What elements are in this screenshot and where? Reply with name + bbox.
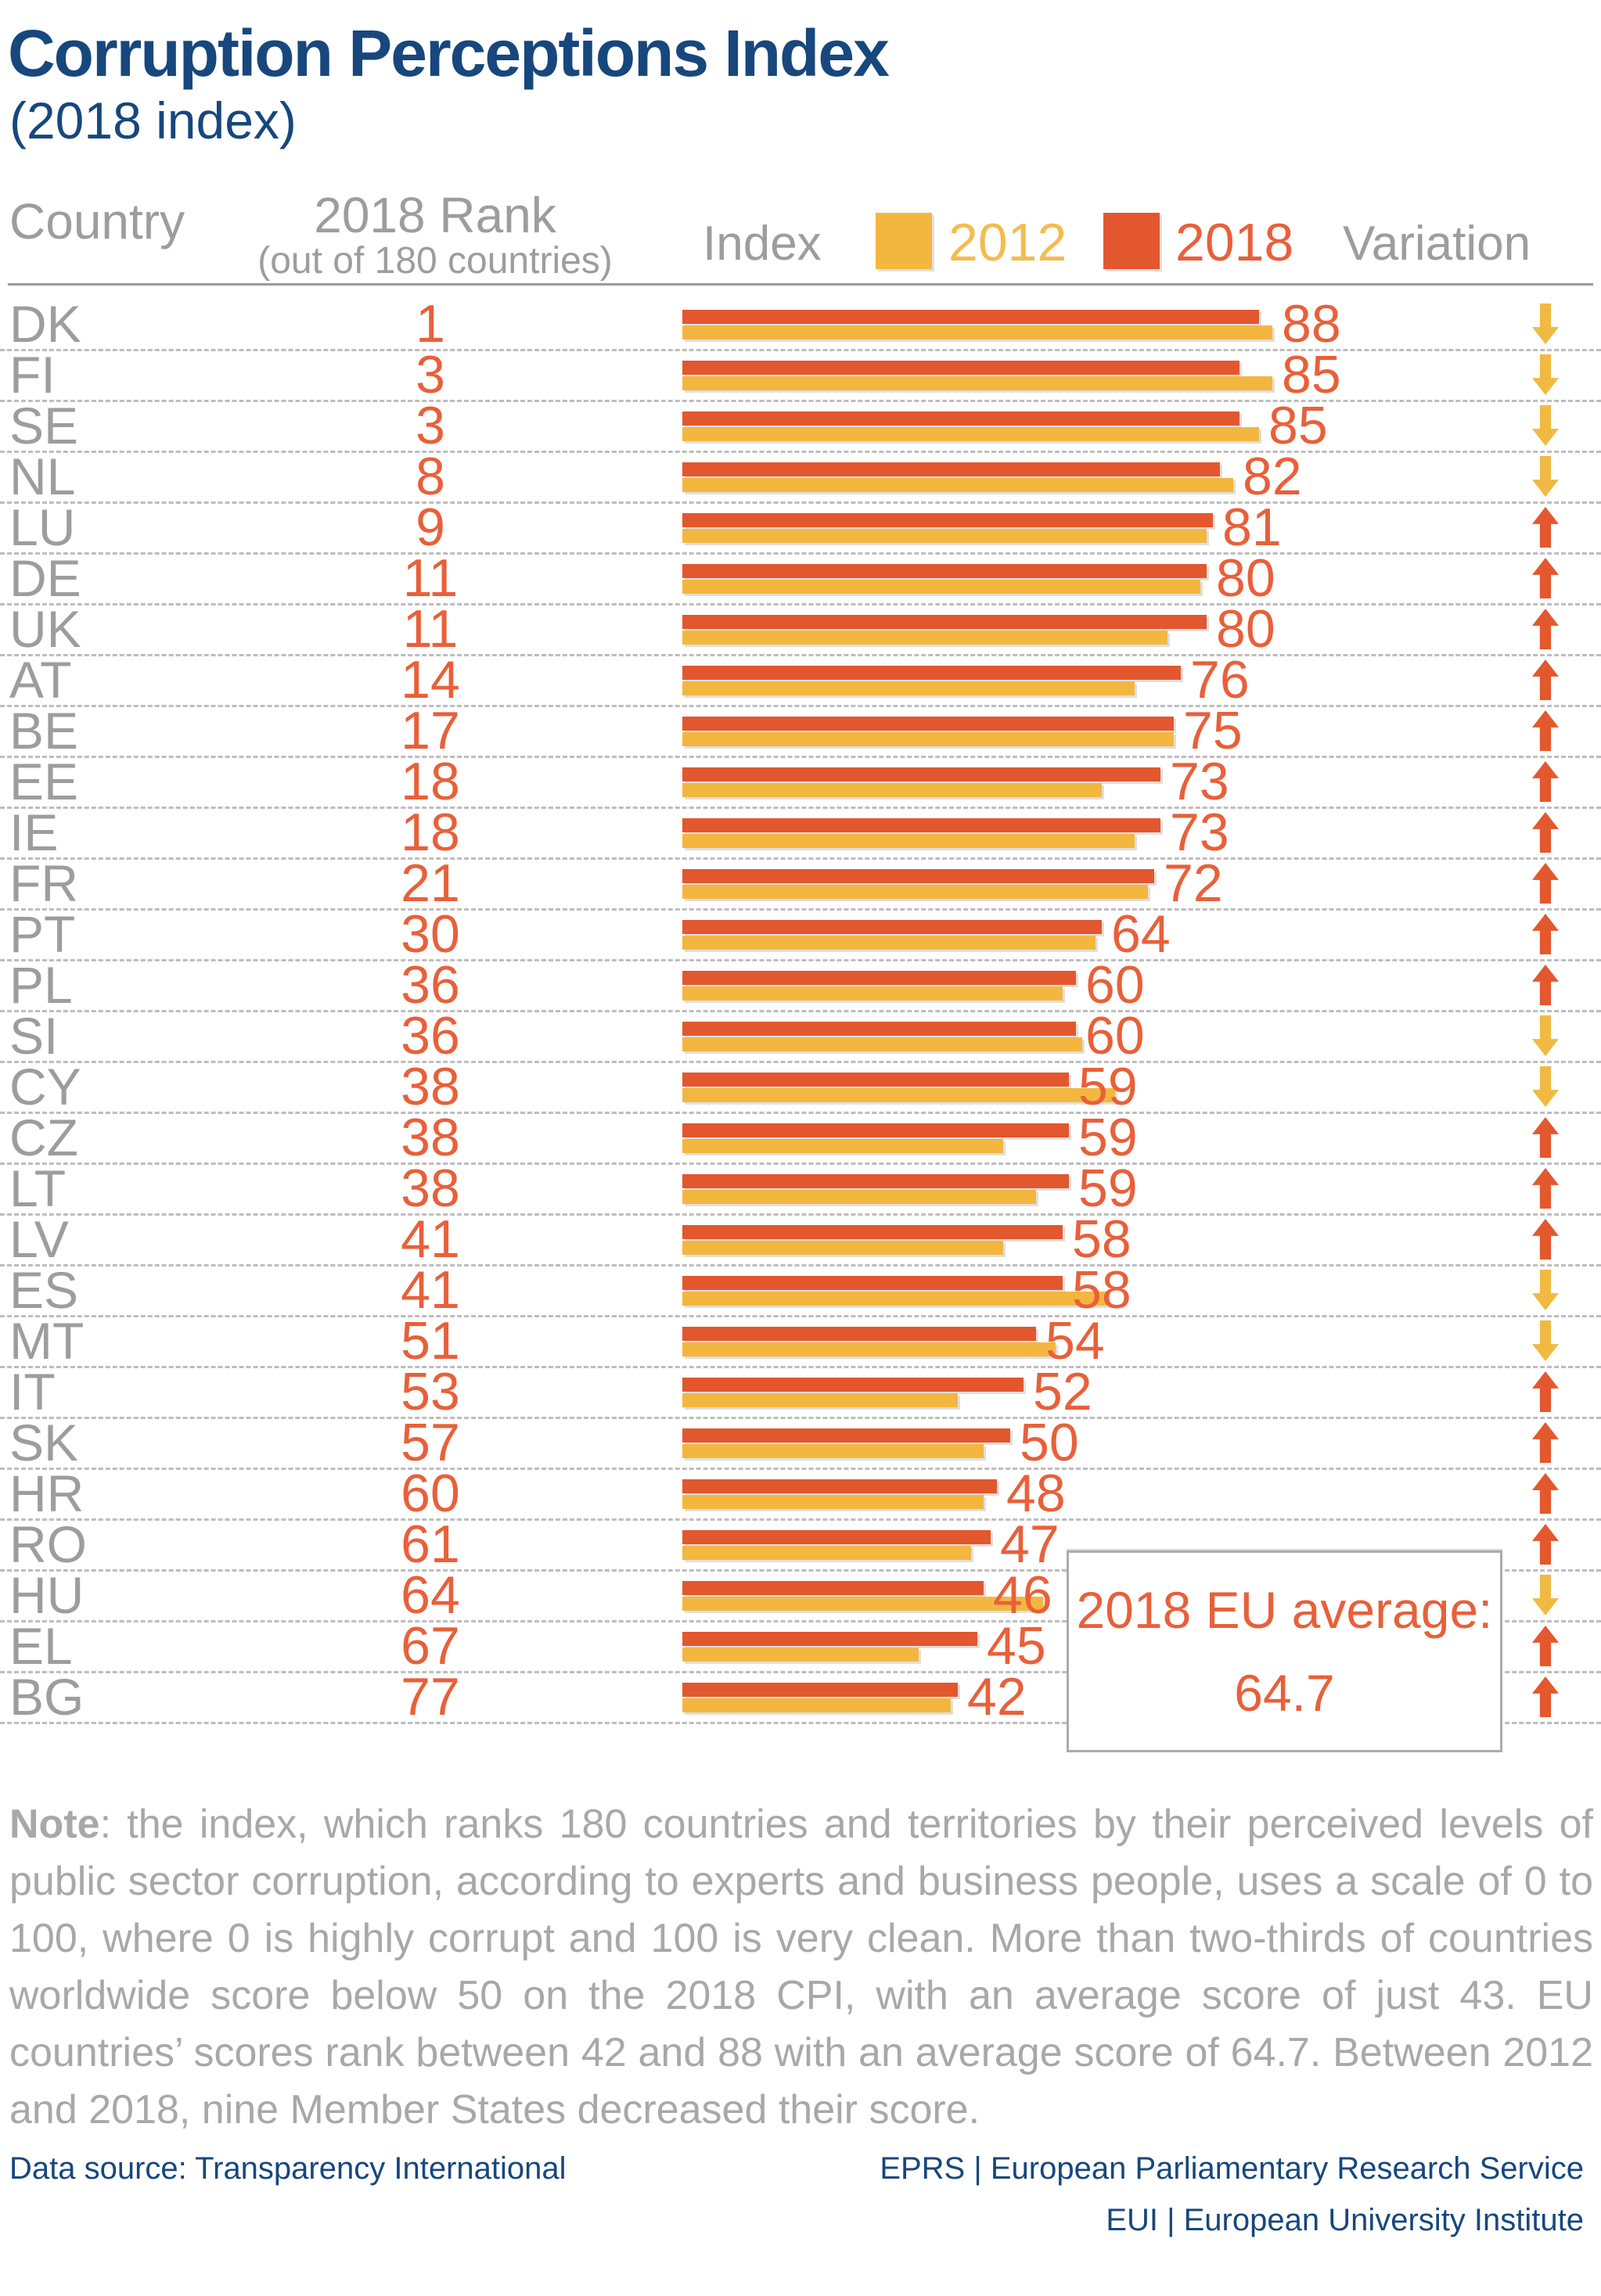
country-code: SI [9,1007,59,1065]
rank-value: 3 [416,396,445,455]
legend-label-2018: 2018 [1175,213,1294,272]
variation-arrow-up-icon [1532,507,1559,548]
table-row [0,955,1601,1015]
score-label-2018: 60 [1085,955,1145,1015]
bar-2018 [682,1632,977,1646]
bar-2012 [682,1190,1036,1204]
variation-arrow-up-icon [1532,863,1559,904]
column-header-index: Index [703,217,822,271]
rank-value: 57 [401,1413,460,1472]
bar-2018 [682,717,1174,731]
table-row [0,396,1601,455]
bar-2012 [682,1444,984,1458]
eu-average-box [1067,1550,1502,1752]
score-label-2018: 88 [1282,294,1341,354]
table-row [0,701,1601,760]
country-code: EE [9,753,79,810]
variation-arrow-up-icon [1532,1626,1559,1666]
bar-2012 [682,783,1102,797]
bar-2012 [682,732,1174,746]
bar-2012 [682,1342,1056,1356]
country-code: UK [9,600,81,658]
score-label-2018: 85 [1282,345,1341,404]
score-label-2018: 59 [1078,1159,1138,1218]
table-row [0,294,1601,354]
bar-2012 [682,1139,1003,1153]
rank-value: 53 [401,1362,460,1421]
table-row [0,1108,1601,1167]
country-code: HU [9,1566,85,1624]
variation-arrow-up-icon [1532,609,1559,649]
variation-arrow-down-icon [1532,1270,1559,1310]
variation-arrow-down-icon [1532,304,1559,344]
table-row [0,1057,1601,1116]
variation-arrow-up-icon [1532,812,1559,853]
footer-eui: EUI | European University Institute [1106,2203,1584,2237]
bar-2018 [682,1428,1010,1443]
country-code: EL [9,1617,73,1675]
bar-2012 [682,885,1148,899]
header-underline [8,283,1593,286]
bar-2018 [682,1276,1063,1290]
bar-2018 [682,869,1154,883]
rank-value: 41 [401,1260,460,1320]
country-code: NL [9,447,76,505]
footer-eprs: EPRS | European Parliamentary Research Service [880,2151,1584,2186]
page-subtitle: (2018 index) [9,92,297,149]
table-row [0,498,1601,557]
bar-2012 [682,1546,971,1560]
rank-value: 18 [401,803,460,862]
bar-2012 [682,1597,1043,1611]
bar-2012 [682,1495,984,1509]
score-label-2018: 73 [1170,752,1229,811]
table-row [0,447,1601,506]
rank-value: 14 [401,650,460,710]
bar-2018 [682,1378,1024,1392]
bar-2012 [682,681,1135,695]
country-code: BG [9,1668,85,1726]
rank-value: 1 [416,294,445,354]
eu-average-value: 64.7 [1234,1664,1335,1722]
country-code: PT [9,905,76,963]
rank-value: 77 [401,1667,460,1726]
score-label-2018: 80 [1216,548,1275,608]
table-row [0,345,1601,404]
score-label-2018: 72 [1164,853,1223,913]
country-code: HR [9,1464,85,1522]
country-code: SE [9,397,79,455]
bar-2018 [682,1123,1069,1137]
bar-2018 [682,1073,1069,1087]
bar-2012 [682,936,1096,950]
bar-2018 [682,1479,997,1493]
score-label-2018: 85 [1268,396,1328,455]
bar-2018 [682,1022,1076,1036]
rank-value: 18 [401,752,460,811]
note-label: Note [9,1802,100,1847]
score-label-2018: 82 [1243,447,1302,506]
country-code: LU [9,498,76,556]
table-row [0,1413,1601,1472]
rank-value: 11 [402,548,459,608]
variation-arrow-up-icon [1532,1676,1559,1717]
rank-value: 60 [401,1464,460,1523]
score-label-2018: 80 [1216,599,1275,659]
variation-arrow-up-icon [1532,558,1559,598]
bar-2012 [682,834,1135,848]
variation-arrow-up-icon [1532,659,1559,700]
table-row [0,650,1601,710]
bar-2018 [682,462,1220,476]
rank-value: 3 [416,345,445,404]
bar-2018 [682,818,1160,832]
score-label-2018: 45 [987,1616,1046,1676]
variation-arrow-up-icon [1532,1422,1559,1463]
score-label-2018: 59 [1078,1108,1138,1167]
bar-2012 [682,1037,1082,1051]
table-row [0,599,1601,659]
score-label-2018: 47 [1000,1514,1060,1574]
rank-value: 17 [401,701,460,760]
legend-label-2012: 2012 [948,213,1067,272]
rank-value: 64 [401,1565,460,1625]
country-code: IE [9,803,59,861]
score-label-2018: 58 [1072,1209,1131,1269]
bar-2012 [682,1647,919,1662]
rank-value: 51 [401,1311,460,1371]
rank-value: 21 [401,853,460,913]
country-code: CZ [9,1108,78,1166]
column-header-rank-subtitle: (out of 180 countries) [257,240,613,282]
score-label-2018: 73 [1170,803,1229,862]
variation-arrow-up-icon [1532,1473,1559,1514]
bar-2012 [682,580,1200,594]
bar-2012 [682,376,1272,390]
page-title: Corruption Perceptions Index [8,16,888,90]
variation-arrow-up-icon [1532,710,1559,751]
column-header-country: Country [9,193,185,250]
rank-value: 41 [401,1209,460,1269]
rank-value: 61 [401,1514,460,1574]
variation-arrow-down-icon [1532,1015,1559,1056]
bar-2018 [682,971,1076,985]
table-row [0,548,1601,608]
country-code: DE [9,549,81,607]
table-row [0,1159,1601,1218]
country-code: IT [9,1363,56,1421]
score-label-2018: 58 [1072,1260,1131,1320]
country-code: ES [9,1261,79,1319]
country-code: BE [9,702,79,760]
score-label-2018: 81 [1222,498,1282,557]
bar-2018 [682,1327,1036,1341]
bar-2018 [682,564,1207,578]
bar-2012 [682,529,1207,543]
bar-2018 [682,1174,1069,1188]
bar-2012 [682,1241,1003,1255]
table-row [0,904,1601,964]
rank-value: 67 [401,1616,460,1676]
bar-2018 [682,920,1102,934]
score-label-2018: 76 [1190,650,1250,710]
rank-value: 9 [416,498,445,557]
variation-arrow-up-icon [1532,1168,1559,1209]
score-label-2018: 75 [1183,701,1243,760]
score-label-2018: 50 [1020,1413,1079,1472]
variation-arrow-up-icon [1532,761,1559,802]
rank-value: 38 [401,1108,460,1167]
table-row [0,1311,1601,1371]
bar-2012 [682,478,1233,492]
bar-2018 [682,411,1239,426]
country-code: AT [9,651,72,709]
eu-average-label: 2018 EU average: [1076,1581,1493,1639]
variation-arrow-down-icon [1532,405,1559,446]
variation-arrow-up-icon [1532,1371,1559,1412]
variation-arrow-down-icon [1532,1066,1559,1107]
table-row [0,1464,1601,1523]
bar-2018 [682,361,1239,375]
table-row [0,752,1601,811]
variation-arrow-down-icon [1532,456,1559,497]
country-code: FI [9,346,56,404]
bar-2012 [682,325,1272,340]
bar-2018 [682,666,1181,680]
rank-value: 38 [401,1057,460,1116]
score-label-2018: 59 [1078,1057,1138,1116]
score-label-2018: 42 [967,1667,1027,1726]
score-label-2018: 54 [1045,1311,1105,1371]
country-code: FR [9,854,78,912]
country-code: DK [9,295,81,353]
rank-value: 11 [402,599,459,659]
table-row [0,1006,1601,1065]
country-code: CY [9,1058,81,1116]
variation-arrow-down-icon [1532,1320,1559,1361]
note-text [9,1796,1593,2139]
rank-value: 36 [401,1006,460,1065]
bar-2018 [682,767,1160,782]
country-code: LV [9,1210,69,1268]
country-code: LT [9,1159,67,1217]
score-label-2018: 60 [1085,1006,1145,1065]
variation-arrow-down-icon [1532,354,1559,395]
bar-2012 [682,1292,1108,1306]
bar-2012 [682,1698,951,1712]
variation-arrow-up-icon [1532,914,1559,954]
note-body: : the index, which ranks 180 countries and territories by their perceived levels of public sector corruption, according to experts and business people, uses a scale of 0 to 100, where 0 is highly corrupt and 100 is very clean. More than two-thirds of countries worldwide score below 50 on the 2018 CPI, with an average score of just 43. EU countries’ scores rank between 42 and 88 with an average score of 64.7. Between 2012 and 2018, nine Member States decreased their score. [9,1802,1593,2133]
table-row [0,1260,1601,1320]
column-header-variation: Variation [1343,217,1531,271]
legend-swatch-2012 [876,213,932,269]
table-row [0,1362,1601,1421]
rank-value: 8 [416,447,445,506]
variation-arrow-up-icon [1532,1117,1559,1158]
variation-arrow-down-icon [1532,1575,1559,1615]
score-label-2018: 46 [993,1565,1052,1625]
variation-arrow-up-icon [1532,965,1559,1005]
table-row [0,1209,1601,1269]
bar-2018 [682,513,1213,527]
variation-arrow-up-icon [1532,1219,1559,1259]
score-label-2018: 64 [1111,904,1171,964]
score-label-2018: 52 [1033,1362,1092,1421]
bar-2018 [682,310,1259,324]
bar-2012 [682,986,1063,1001]
country-code: RO [9,1515,87,1573]
legend-swatch-2018 [1103,213,1160,269]
rank-value: 38 [401,1159,460,1218]
score-label-2018: 48 [1006,1464,1066,1523]
country-code: PL [9,956,73,1014]
variation-arrow-up-icon [1532,1524,1559,1565]
table-row [0,853,1601,913]
bar-2012 [682,427,1259,441]
bar-2012 [682,1088,1115,1102]
rank-value: 36 [401,955,460,1015]
bar-2018 [682,615,1207,629]
bar-2012 [682,631,1167,645]
data-source: Data source: Transparency International [9,2151,567,2186]
bar-2018 [682,1225,1063,1239]
rank-value: 30 [401,904,460,964]
table-row [0,803,1601,862]
bar-2018 [682,1581,984,1595]
column-header-rank: 2018 Rank [314,187,556,243]
bar-2018 [682,1683,958,1697]
country-code: MT [9,1312,85,1370]
bar-2012 [682,1393,958,1407]
country-code: SK [9,1414,79,1471]
bar-2018 [682,1530,991,1544]
